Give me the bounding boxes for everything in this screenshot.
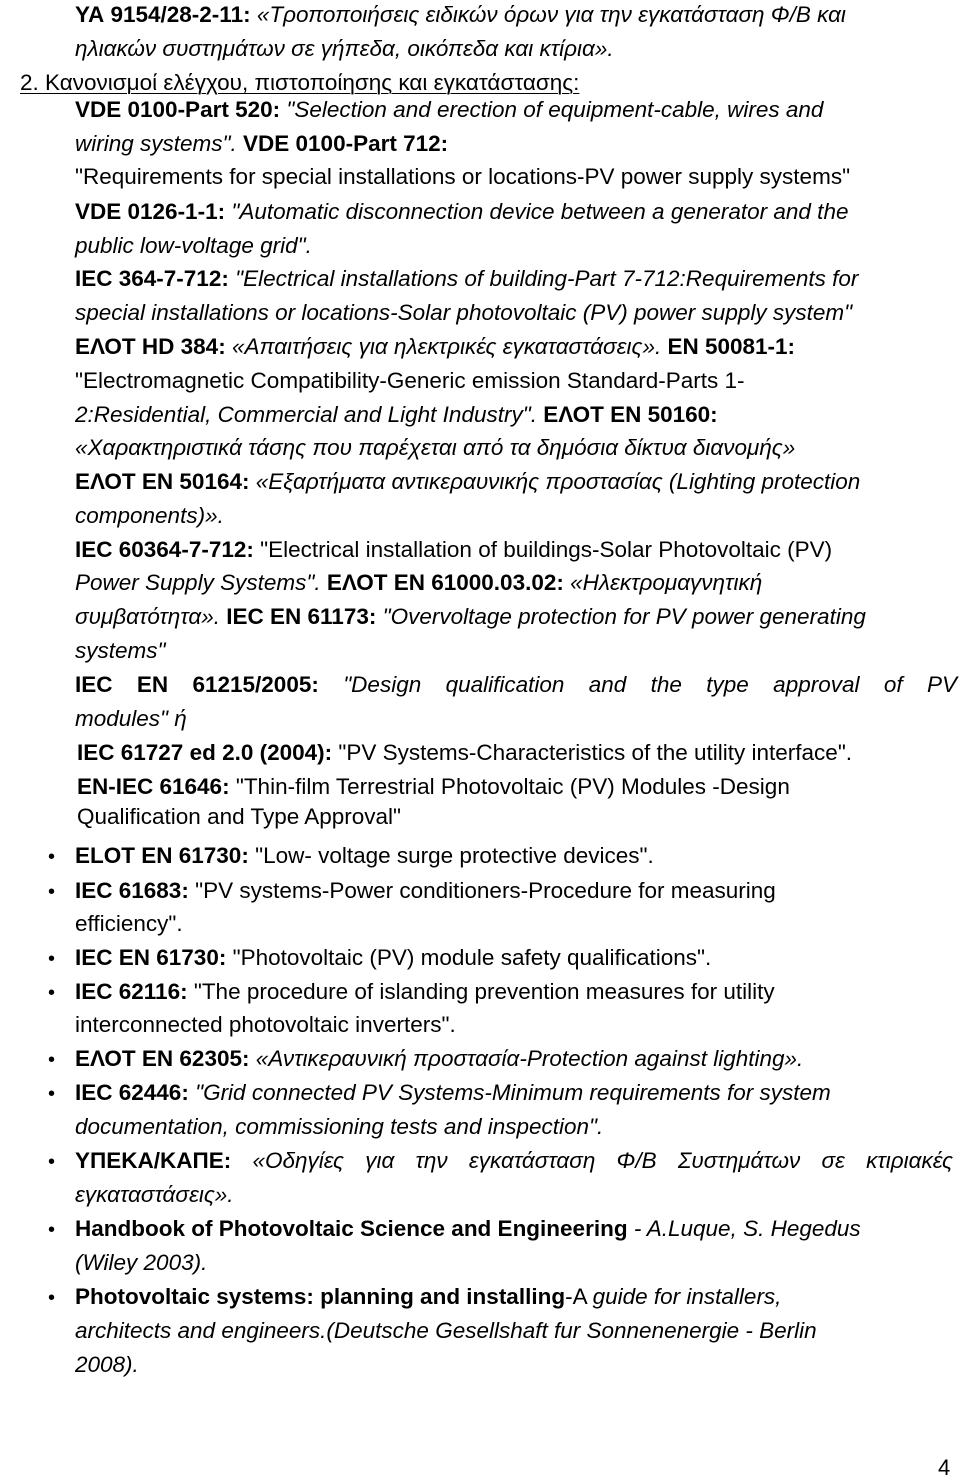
text-segment: interconnected photovoltaic inverters". — [75, 1012, 456, 1037]
text-line — [75, 708, 187, 731]
text-segment: "Selection and erection of equipment-cable, wires and — [280, 97, 824, 122]
text-segment: IEC 62446: — [75, 1080, 189, 1105]
text-segment: "Low- voltage surge protective devices". — [248, 843, 654, 868]
text-segment: «Χαρακτηριστικά τάσης που παρέχεται από τα δημόσια δίκτυα διανομής» — [75, 435, 796, 460]
text-segment: ΕΛΟΤ EN 50164: — [75, 469, 250, 494]
text-segment: -A — [565, 1284, 593, 1309]
text-segment: systems" — [75, 638, 166, 663]
text-line — [75, 845, 654, 868]
text-segment: components)». — [75, 503, 224, 528]
text-line — [75, 947, 711, 970]
text-line — [75, 1354, 139, 1377]
text-line — [75, 505, 224, 528]
bullet-marker: • — [48, 1219, 56, 1241]
bullet-marker: • — [48, 846, 56, 868]
text-line — [75, 302, 852, 325]
text-line — [75, 1116, 603, 1139]
text-segment: "The procedure of islanding prevention measures for utility — [187, 979, 775, 1004]
text-segment: IEC EN 61730: — [75, 945, 227, 970]
text-segment: 2. Κανονισμοί ελέγχου, πιστοποίησης και εγκατάστασης: — [20, 70, 580, 95]
text-segment: IEC 364-7-712: — [75, 266, 229, 291]
text-line — [77, 806, 401, 829]
text-segment: IEC 61727 ed 2.0 (2004): — [77, 740, 333, 765]
text-line — [77, 742, 852, 765]
text-segment: "Design qualification and the type approval of PV — [318, 672, 957, 697]
text-line — [75, 640, 166, 663]
text-segment: VDE 0126-1-1: — [75, 199, 226, 224]
text-line — [75, 981, 775, 1004]
text-segment: «Εξαρτήματα αντικεραυνικής προστασίας (Lighting protection — [249, 469, 861, 494]
text-segment: "Grid connected PV Systems-Minimum requirements for system — [188, 1080, 831, 1105]
text-line — [75, 471, 860, 494]
text-segment: EN-IEC 61646: — [77, 774, 230, 799]
text-segment: documentation, commissioning tests and inspection". — [75, 1114, 604, 1139]
text-line — [75, 404, 718, 427]
text-segment: IEC 60364-7-712: — [75, 537, 254, 562]
text-line — [77, 776, 790, 799]
text-line — [75, 38, 614, 61]
text-segment: "Electrical installation of buildings-Solar Photovoltaic (PV) — [253, 537, 833, 562]
bullet-marker: • — [48, 881, 56, 903]
text-line — [75, 336, 795, 359]
text-line — [75, 268, 858, 291]
text-segment: ΥΠΕΚΑ/ΚΑΠΕ: — [75, 1148, 232, 1173]
text-line — [75, 4, 846, 27]
text-segment: EN 50081-1: — [661, 334, 796, 359]
text-line — [75, 99, 823, 122]
text-segment: guide for installers, — [592, 1284, 782, 1309]
text-segment: Handbook of Photovoltaic Science and Engineering — [75, 1216, 628, 1241]
text-segment: IEC 61683: — [75, 878, 189, 903]
text-line — [75, 1320, 817, 1343]
text-segment: «Ηλεκτρομαγνητική — [563, 570, 763, 595]
text-segment: ELOT EN 61730: — [75, 843, 249, 868]
text-segment: IEC 62116: — [75, 979, 188, 1004]
text-segment: «Αντικεραυνική προστασία-Protection against lighting». — [249, 1046, 804, 1071]
text-segment: "Thin-film Terrestrial Photovoltaic (PV) Modules -Design — [229, 774, 790, 799]
text-line — [75, 1014, 456, 1037]
text-line — [75, 235, 312, 258]
text-line — [75, 572, 762, 595]
text-line — [75, 201, 848, 224]
text-line — [75, 880, 776, 903]
text-line — [75, 370, 745, 393]
text-segment: IEC EN 61173: — [220, 604, 377, 629]
text-line — [75, 166, 850, 189]
text-segment: «Τροποποιήσεις ειδικών όρων για την εγκατάσταση Φ/Β και — [250, 2, 846, 27]
text-segment: Power Supply Systems". — [75, 570, 321, 595]
bullet-marker: • — [48, 1151, 56, 1173]
text-line — [75, 913, 183, 936]
text-line — [75, 1286, 781, 1309]
text-segment: efficiency". — [75, 911, 183, 936]
text-segment: 2:Residential, Commercial and Light Industry". — [75, 402, 537, 427]
text-segment: "Electromagnetic Compatibility-Generic emission Standard-Parts 1- — [75, 368, 745, 393]
text-segment: public low-voltage grid". — [75, 233, 312, 258]
text-line — [75, 1082, 831, 1105]
text-line — [75, 674, 957, 697]
text-line — [75, 437, 795, 460]
text-segment: "Automatic disconnection device between a generator and the — [225, 199, 849, 224]
text-line — [75, 133, 448, 156]
bullet-marker: • — [48, 1049, 56, 1071]
text-segment: συμβατότητα». — [75, 604, 220, 629]
text-segment: modules" ή — [75, 706, 187, 731]
text-segment: "PV Systems-Characteristics of the utility interface". — [332, 740, 853, 765]
text-segment: ΕΛΟΤ EN 61000.03.02: — [320, 570, 564, 595]
text-line — [75, 606, 866, 629]
bullet-marker: • — [48, 982, 56, 1004]
text-line — [20, 72, 579, 95]
text-segment: VDE 0100-Part 712: — [236, 131, 449, 156]
text-line — [75, 1048, 803, 1071]
text-segment: Qualification and Type Approval" — [77, 804, 402, 829]
text-segment: (Wiley 2003). — [75, 1250, 208, 1275]
text-segment: "Photovoltaic (PV) module safety qualifications". — [226, 945, 712, 970]
text-segment: εγκαταστάσεις». — [75, 1182, 234, 1207]
bullet-marker: • — [48, 1083, 56, 1105]
text-segment: "Overvoltage protection for PV power generating — [376, 604, 866, 629]
text-segment: Photovoltaic systems: planning and installing — [75, 1284, 566, 1309]
text-segment: «Οδηγίες για την εγκατάσταση Φ/Β Συστημάτων σε κτιριακές — [231, 1148, 953, 1173]
text-segment: - A.Luque, S. Hegedus — [627, 1216, 861, 1241]
bullet-marker: • — [48, 948, 56, 970]
text-segment: ΕΛΟΤ EN 62305: — [75, 1046, 250, 1071]
text-segment: "PV systems-Power conditioners-Procedure for measuring — [188, 878, 776, 903]
text-segment: wiring systems". — [75, 131, 237, 156]
text-line — [75, 1150, 953, 1173]
text-segment: "Electrical installations of building-Part 7-712:Requirements for — [228, 266, 859, 291]
text-line — [75, 1252, 207, 1275]
bullet-marker: • — [48, 1287, 56, 1309]
text-segment: VDE 0100-Part 520: — [75, 97, 281, 122]
text-segment: special installations or locations-Solar photovoltaic (PV) power supply system" — [75, 300, 853, 325]
text-segment: ΕΛΟΤ EN 50160: — [536, 402, 718, 427]
text-segment: architects and engineers.(Deutsche Gesellshaft fur Sonnenenergie - Berlin — [75, 1318, 817, 1343]
text-line — [75, 1184, 234, 1207]
text-segment: ηλιακών συστημάτων σε γήπεδα, οικόπεδα και κτίρια». — [75, 36, 614, 61]
text-segment: "Requirements for special installations or locations-PV power supply systems" — [75, 164, 851, 189]
text-segment: IEC EN 61215/2005: — [75, 672, 319, 697]
text-segment: 2008). — [75, 1352, 139, 1377]
text-segment: ΥΑ 9154/28-2-11: — [75, 2, 251, 27]
page-number: 4 — [938, 1455, 951, 1480]
text-line — [75, 1218, 861, 1241]
text-segment: ΕΛΟΤ HD 384: — [75, 334, 226, 359]
text-segment: «Απαιτήσεις για ηλεκτρικές εγκαταστάσεις». — [225, 334, 662, 359]
text-line — [75, 539, 832, 562]
